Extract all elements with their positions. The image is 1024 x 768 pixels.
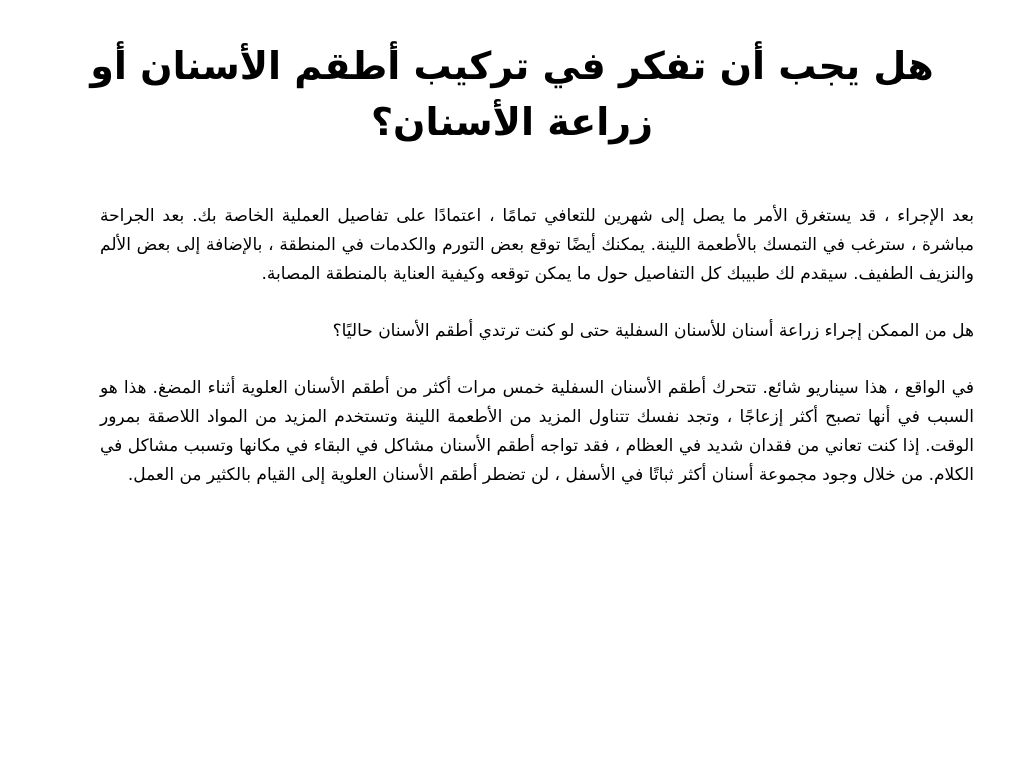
slide-title: هل يجب أن تفكر في تركيب أطقم الأسنان أو زراعة الأسنان؟ — [90, 44, 934, 144]
paragraph-question: هل من الممكن إجراء زراعة أسنان للأسنان السفلية حتى لو كنت ترتدي أطقم الأسنان حاليًا؟ — [332, 321, 974, 341]
slide-body — [100, 202, 974, 518]
paragraph-answer: في الواقع ، هذا سيناريو شائع. تتحرك أطقم الأسنان السفلية خمس مرات أكثر من أطقم الأسنان العلوية أثناء المضغ. هذا هو السبب في أنها تصبح أكثر إزعاجًا ، وتجد نفسك تتناول المزيد من الأطعمة اللينة وتستخدم المزيد من المواد اللاصقة بمرور الوقت. إذا كنت تعاني من فقدان شديد في العظام ، فقد تواجه أطقم الأسنان مشاكل في البقاء في مكانها وتسبب مشاكل في الكلام. من خلال وجود مجموعة أسنان أكثر ثباتًا في الأسفل ، لن تضطر أطقم الأسنان العلوية إلى القيام بالكثير من العمل. — [100, 378, 974, 485]
paragraph-recovery: بعد الإجراء ، قد يستغرق الأمر ما يصل إلى شهرين للتعافي تمامًا ، اعتمادًا على تفاصيل العملية الخاصة بك. بعد الجراحة مباشرة ، سترغب في التمسك بالأطعمة اللينة. يمكنك أيضًا توقع بعض التورم والكدمات في المنطقة ، بالإضافة إلى بعض الألم والنزيف الطفيف. سيقدم لك طبيبك كل التفاصيل حول ما يمكن توقعه وكيفية العناية بالمنطقة المصابة. — [100, 206, 974, 284]
